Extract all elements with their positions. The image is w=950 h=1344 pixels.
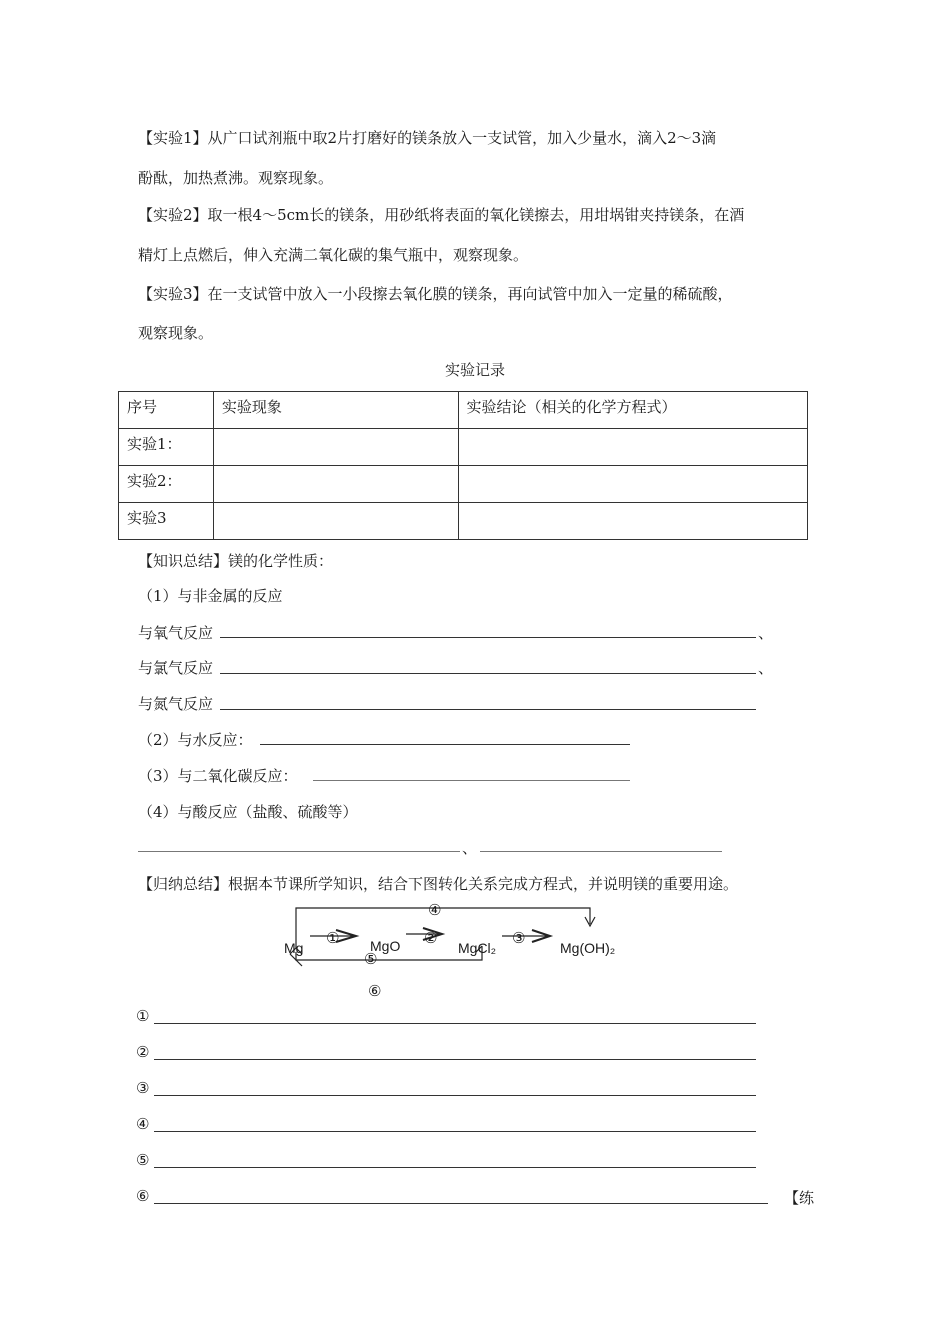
oxygen-blank[interactable] [220, 637, 756, 638]
answer-label-3: ③ [136, 1079, 150, 1097]
conclusion-cell[interactable] [458, 429, 807, 466]
oxygen-comma: 、 [758, 624, 774, 642]
arrow4-line [296, 908, 590, 948]
answer-label-6: ⑥ [136, 1187, 150, 1205]
acid-blank-1[interactable] [138, 851, 460, 852]
answer-blank-5[interactable] [154, 1167, 756, 1168]
answer-blank-2[interactable] [154, 1059, 756, 1060]
row-label: 实验1： [119, 429, 214, 466]
chlorine-label: 与氯气反应 [138, 659, 214, 677]
exp1-line2: 酚酞，加热煮沸。观察现象。 [138, 169, 334, 187]
answer-label-1: ① [136, 1007, 150, 1025]
exp2-line1: 【实验2】取一根4～5cm长的镁条，用砂纸将表面的氧化镁擦去，用坩埚钳夹持镁条，在酒 [138, 206, 745, 224]
phenomenon-cell[interactable] [213, 503, 458, 540]
answer-blank-4[interactable] [154, 1131, 756, 1132]
exp3-line1: 【实验3】在一支试管中放入一小段擦去氧化膜的镁条，再向试管中加入一定量的稀硫酸， [138, 285, 733, 303]
header-phenomenon: 实验现象 [213, 392, 458, 429]
knowledge-item2: （2）与水反应： [138, 731, 253, 749]
answer-blank-1[interactable] [154, 1023, 756, 1024]
knowledge-item1: （1）与非金属的反应 [138, 587, 283, 605]
exp2-line2: 精灯上点燃后，伸入充满二氧化碳的集气瓶中，观察现象。 [138, 246, 529, 264]
phenomenon-cell[interactable] [213, 466, 458, 503]
chlorine-comma: 、 [758, 659, 774, 677]
answer-label-5: ⑤ [136, 1151, 150, 1169]
nitrogen-label: 与氮气反应 [138, 695, 214, 713]
knowledge-heading: 【知识总结】镁的化学性质： [138, 552, 334, 570]
diagram-label-6: ⑥ [368, 982, 382, 1000]
nitrogen-blank[interactable] [220, 709, 756, 710]
knowledge-item3: （3）与二氧化碳反应： [138, 767, 298, 785]
table-header-row [119, 392, 808, 429]
phenomenon-cell[interactable] [213, 429, 458, 466]
table-row [119, 503, 808, 540]
row-label: 实验2： [119, 466, 214, 503]
node-mgo: MgO [370, 938, 401, 954]
table-row [119, 429, 808, 466]
diagram-label-3: ③ [512, 929, 526, 947]
summary-heading: 【归纳总结】根据本节课所学知识，结合下图转化关系完成方程式，并说明镁的重要用途。 [138, 875, 739, 893]
node-mgoh2: Mg(OH)₂ [560, 940, 616, 956]
diagram-label-1: ① [326, 929, 340, 947]
trailing-practice-label: 【练 [784, 1189, 815, 1207]
node-mg: Mg [284, 940, 304, 956]
water-blank[interactable] [260, 744, 630, 745]
diagram-label-2: ② [424, 929, 438, 947]
answer-label-4: ④ [136, 1115, 150, 1133]
knowledge-item4: （4）与酸反应（盐酸、硫酸等） [138, 803, 358, 821]
header-conclusion: 实验结论（相关的化学方程式） [458, 392, 807, 429]
answer-label-2: ② [136, 1043, 150, 1061]
chlorine-blank[interactable] [220, 673, 756, 674]
conclusion-cell[interactable] [458, 503, 807, 540]
answer-blank-6[interactable] [154, 1203, 768, 1204]
conclusion-cell[interactable] [458, 466, 807, 503]
oxygen-label: 与氧气反应 [138, 624, 214, 642]
co2-blank[interactable] [313, 780, 630, 781]
table-caption: 实验记录 [444, 361, 505, 379]
row-label: 实验3 [119, 503, 214, 540]
acid-separator: 、 [462, 839, 478, 857]
exp3-line2: 观察现象。 [138, 324, 214, 342]
table-row [119, 466, 808, 503]
acid-blank-2[interactable] [480, 851, 722, 852]
answer-blank-3[interactable] [154, 1095, 756, 1096]
diagram-label-4: ④ [428, 901, 442, 919]
diagram-label-5: ⑤ [364, 950, 378, 968]
record-table [118, 391, 808, 540]
header-index: 序号 [119, 392, 214, 429]
exp1-line1: 【实验1】从广口试剂瓶中取2片打磨好的镁条放入一支试管，加入少量水，滴入2～3滴 [138, 129, 717, 147]
node-mgcl2: MgCl₂ [458, 940, 497, 956]
